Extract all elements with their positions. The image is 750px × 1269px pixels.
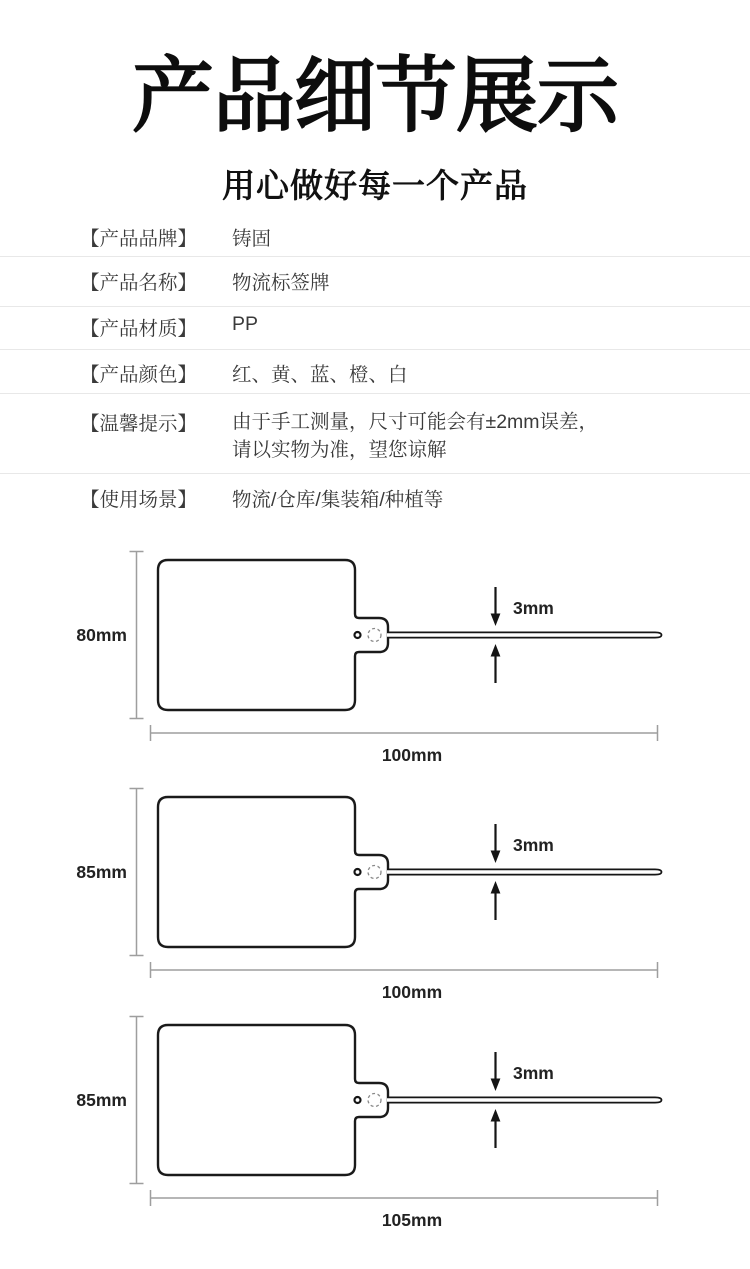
row-divider bbox=[0, 306, 750, 307]
width-dimension-label: 105mm bbox=[381, 1210, 443, 1230]
row-divider bbox=[0, 256, 750, 257]
spec-label: 【产品颜色】 bbox=[80, 364, 198, 386]
spec-label: 【产品材质】 bbox=[80, 318, 198, 340]
dimension-diagram-1 bbox=[0, 545, 750, 780]
width-dimension-line bbox=[151, 725, 658, 741]
spec-label: 【温馨提示】 bbox=[80, 413, 198, 435]
spec-value: PP bbox=[232, 313, 259, 335]
row-divider bbox=[0, 349, 750, 350]
strap-thickness-label: 3mm bbox=[513, 1063, 554, 1083]
tag-strap bbox=[387, 1097, 662, 1102]
tips-line-2: 请以实物为准，望您谅解 bbox=[232, 439, 447, 461]
tag-drawing bbox=[0, 782, 750, 1017]
spec-value: 铸固 bbox=[232, 228, 272, 250]
tag-strap bbox=[387, 869, 662, 874]
height-dimension-label: 85mm bbox=[76, 1090, 127, 1110]
page-title: 产品细节展示 bbox=[131, 51, 618, 142]
tag-drawing bbox=[0, 1010, 750, 1245]
spec-label: 【产品品牌】 bbox=[80, 228, 198, 250]
spec-value: 物流/仓库/集装箱/种植等 bbox=[232, 489, 444, 511]
width-dimension-line bbox=[151, 962, 658, 978]
dimension-diagram-2 bbox=[0, 782, 750, 1017]
height-dimension-line bbox=[130, 789, 144, 956]
spec-label: 【产品名称】 bbox=[80, 272, 198, 294]
height-dimension-label: 85mm bbox=[76, 862, 127, 882]
strap-thickness-label: 3mm bbox=[513, 835, 554, 855]
strap-thickness-label: 3mm bbox=[513, 598, 554, 618]
row-divider bbox=[0, 393, 750, 394]
height-dimension-label: 80mm bbox=[76, 625, 127, 645]
page-subtitle: 用心做好每一个产品 bbox=[222, 167, 528, 204]
tag-pin-hole bbox=[355, 869, 361, 875]
tag-drawing bbox=[0, 545, 750, 780]
row-divider bbox=[0, 473, 750, 474]
height-dimension-line bbox=[130, 1017, 144, 1184]
width-dimension-label: 100mm bbox=[381, 982, 443, 1002]
dimension-diagram-3 bbox=[0, 1010, 750, 1245]
tag-pin-hole bbox=[355, 632, 361, 638]
tips-line-1: 由于手工测量，尺寸可能会有±2mm误差， bbox=[232, 411, 599, 433]
width-dimension-label: 100mm bbox=[381, 745, 443, 765]
height-dimension-line bbox=[130, 552, 144, 719]
spec-value: 物流标签牌 bbox=[232, 272, 330, 294]
tag-pin-hole bbox=[355, 1097, 361, 1103]
spec-value bbox=[232, 408, 598, 464]
spec-value: 红、黄、蓝、橙、白 bbox=[232, 364, 408, 386]
tag-strap bbox=[387, 632, 662, 637]
width-dimension-line bbox=[151, 1190, 658, 1206]
spec-label: 【使用场景】 bbox=[80, 489, 198, 511]
